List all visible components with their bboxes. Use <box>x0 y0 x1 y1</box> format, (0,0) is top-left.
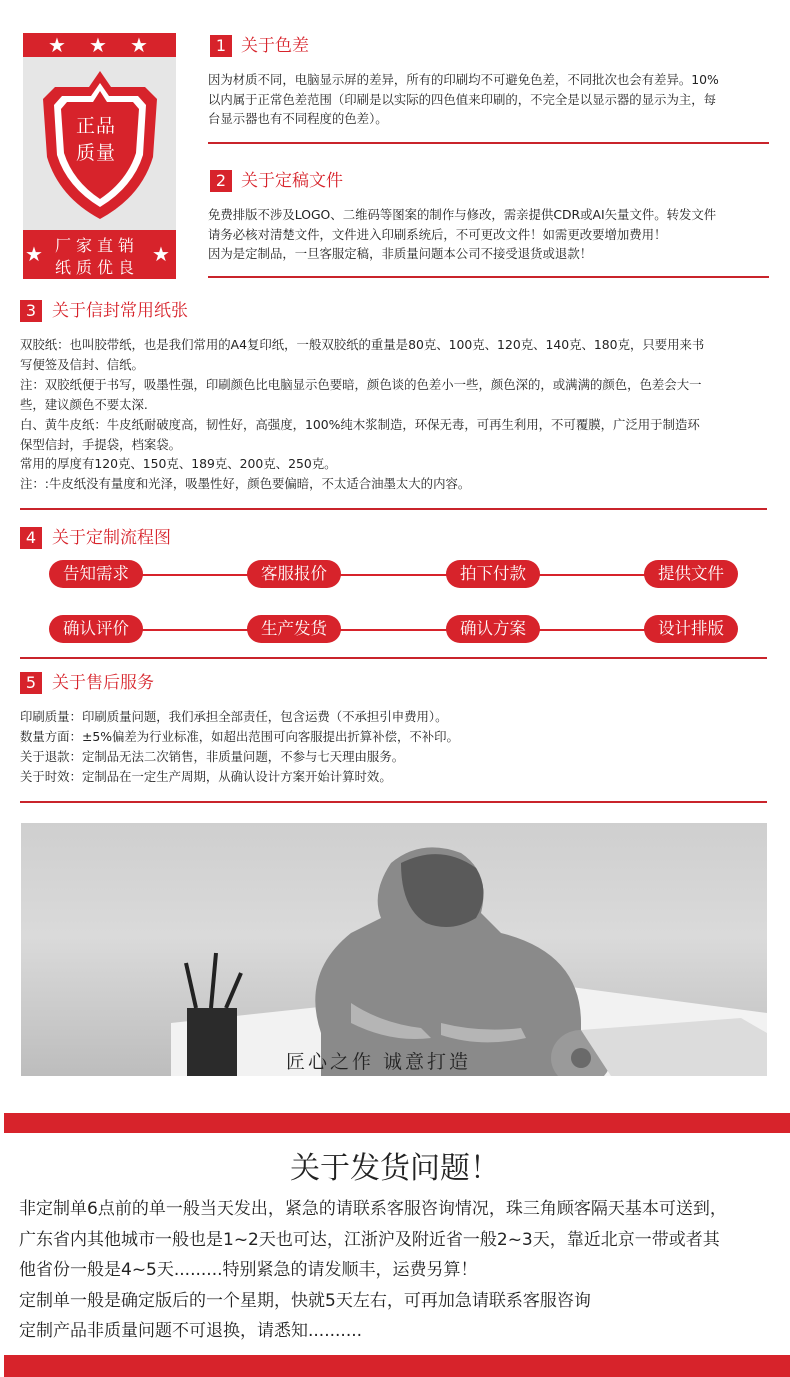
flow-step: 设计排版 <box>644 615 738 643</box>
red-band-bottom <box>4 1355 790 1377</box>
flow-step: 确认评价 <box>49 615 143 643</box>
text-line: 数量方面：±5%偏差为行业标准，如超出范围可向客服提出折算补偿，不补印。 <box>20 728 459 744</box>
section-body <box>20 707 459 787</box>
flow-step: 提供文件 <box>644 560 738 588</box>
badge-bottom-band <box>23 230 176 279</box>
text-line: 关于退款：定制品无法二次销售，非质量问题，不参与七天理由服务。 <box>20 748 405 764</box>
divider <box>20 508 767 510</box>
flow-connector <box>100 629 700 631</box>
star-icon: ★ <box>89 33 107 57</box>
section-title: 关于售后服务 <box>52 673 154 693</box>
text-line: 关于时效：定制品在一定生产周期，从确认设计方案开始计算时效。 <box>20 768 392 784</box>
shipping-body <box>19 1194 727 1347</box>
flow-connector <box>100 574 700 576</box>
section-title: 关于定制流程图 <box>52 528 171 548</box>
text-line: 印刷质量：印刷质量问题，我们承担全部责任，包含运费（不承担引申费用）。 <box>20 709 448 724</box>
section-body <box>208 205 716 264</box>
text-line: 因为材质不同，电脑显示屏的差异，所有的印刷均不可避免色差，不同批次也会有差异。10% <box>208 72 719 87</box>
quality-badge <box>23 33 176 279</box>
flow-step: 客服报价 <box>247 560 341 588</box>
text-line: 广东省内其他城市一般也是1~2天也可达，江浙沪及附近省一般2~3天，靠近北京一带或者其 <box>19 1229 720 1250</box>
shipping-title: 关于发货问题！ <box>290 1151 500 1186</box>
section-number: 5 <box>20 672 42 694</box>
text-line: 保型信封，手提袋，档案袋。 <box>20 436 182 452</box>
flow-step: 告知需求 <box>49 560 143 588</box>
divider <box>20 801 767 803</box>
hero-photo <box>21 823 767 1076</box>
designer-illustration <box>21 823 767 1076</box>
text-line: 定制产品非质量问题不可退换，请悉知.......... <box>19 1321 363 1341</box>
flow-step: 拍下付款 <box>446 560 540 588</box>
text-line: 双胶纸：也叫胶带纸，也是我们常用的A4复印纸，一般双胶纸的重量是80克、100克、120克、140克、180克，只要用来书 <box>20 337 705 352</box>
text-line: 注：双胶纸便于书写，吸墨性强，印刷颜色比电脑显示色要暗，颜色谈的色差小一些，颜色深的，或满满的颜色，色差会大一 <box>20 376 702 392</box>
divider <box>20 657 767 659</box>
text-line: 他省份一般是4~5天.........特别紧急的请发顺丰，运费另算！ <box>19 1260 478 1280</box>
text-line: 常用的厚度有120克、150克、189克、200克、250克。 <box>20 456 337 472</box>
text-line: 免费排版不涉及LOGO、二维码等图案的制作与修改，需亲提供CDR或AI矢量文件。转发文件 <box>208 207 717 222</box>
section-title: 关于色差 <box>241 36 309 56</box>
section-title: 关于信封常用纸张 <box>52 301 188 321</box>
red-band-top <box>4 1113 790 1133</box>
star-icon: ★ <box>152 242 170 266</box>
text-line: 定制单一般是确定版后的一个星期，快就5天左右，可再加急请联系客服咨询 <box>19 1290 591 1311</box>
text-line: 以内属于正常色差范围（印刷是以实际的四色值来印刷的，不完全是以显示器的显示为主，每 <box>208 91 717 107</box>
text-line: 因为是定制品，一旦客服定稿，非质量问题本公司不接受退货或退款！ <box>208 246 593 262</box>
section-body <box>208 70 719 129</box>
text-line: 请务必核对清楚文件，文件进入印刷系统后，不可更改文件！如需更改要增加费用！ <box>208 226 667 242</box>
divider <box>208 142 769 144</box>
star-icon: ★ <box>25 242 43 266</box>
section-number: 3 <box>20 300 42 322</box>
text-line: 些，建议颜色不要太深. <box>20 396 148 412</box>
section-number: 4 <box>20 527 42 549</box>
section-number: 1 <box>210 35 232 57</box>
section-number: 2 <box>210 170 232 192</box>
flow-step: 确认方案 <box>446 615 540 643</box>
text-line: 台显示器也有不同程度的色差）。 <box>208 111 388 127</box>
photo-caption: 匠心之作 诚意打造 <box>286 1051 472 1073</box>
shield-text-bottom: 质量 <box>76 142 117 164</box>
badge-top-band <box>23 33 176 57</box>
star-icon: ★ <box>130 33 148 57</box>
badge-slogan-1: 厂家直销 <box>55 236 140 255</box>
badge-slogan-2: 纸质优良 <box>55 258 140 277</box>
section-title: 关于定稿文件 <box>241 171 343 191</box>
section-body <box>20 335 704 494</box>
text-line: 白、黄牛皮纸：牛皮纸耐破度高，韧性好，高强度，100%纯木浆制造，环保无毒，可再生利用，不可覆膜，广泛用于制造环 <box>20 416 700 432</box>
text-line: 非定制单6点前的单一般当天发出，紧急的请联系客服咨询情况，珠三角顾客隔天基本可送到， <box>19 1199 727 1219</box>
star-icon: ★ <box>48 33 66 57</box>
flow-step: 生产发货 <box>247 615 341 643</box>
text-line: 写便签及信封、信纸。 <box>20 356 144 372</box>
divider <box>208 276 769 278</box>
shield-text-top: 正品 <box>76 115 117 137</box>
text-line: 注：:牛皮纸没有量度和光泽，吸墨性好，颜色要偏暗，不太适合油墨太大的内容。 <box>20 476 471 492</box>
